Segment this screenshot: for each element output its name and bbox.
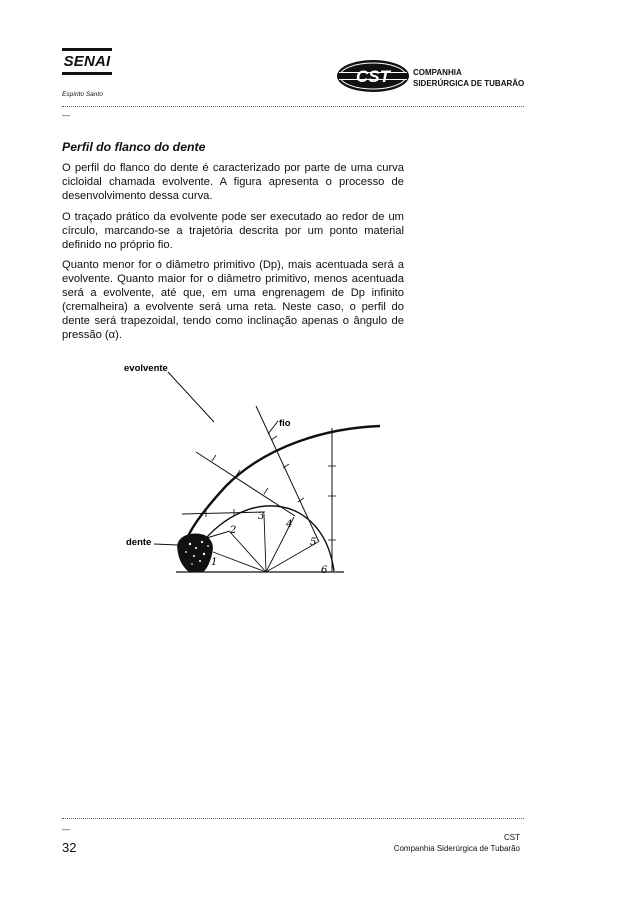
company-name xyxy=(413,67,524,89)
fio-leader xyxy=(268,421,278,434)
paragraph-2: O traçado prático da evolvente pode ser executado ao redor de um círculo, marcando-se a trajetória descrita por um ponto material definido no próprio fio. xyxy=(62,211,404,251)
senai-logo: SENAI xyxy=(63,53,111,70)
header-dash-mark: — xyxy=(62,111,70,120)
dente-leader xyxy=(154,544,178,545)
evolvente-leader xyxy=(168,372,214,422)
involute-figure xyxy=(116,356,462,586)
footer-divider xyxy=(62,818,524,819)
point-number-3: 3 xyxy=(258,511,265,522)
section-heading: Perfil do flanco do dente xyxy=(62,140,206,154)
footer-org-short: CST xyxy=(504,833,520,842)
point-number-6: 6 xyxy=(321,565,328,576)
senai-subtitle: Espírito Santo xyxy=(62,91,103,98)
footer-dash-mark: — xyxy=(62,825,70,834)
cst-logo xyxy=(336,56,410,96)
radial-lines xyxy=(213,514,318,572)
paragraph-1: O perfil do flanco do dente é caracterizado por parte de uma curva cicloidal chamada evolvente. A figura apresenta o processo de desenvolvimento dessa curva. xyxy=(62,162,404,202)
cst-logo-text: CST xyxy=(356,67,390,86)
company-name-line1: COMPANHIA xyxy=(413,68,462,77)
paragraph-3: Quanto menor for o diâmetro primitivo (Dp), mais acentuada será a evolvente. Quanto maior for o diâmetro primitivo, menos acentuada será a evolvente, até que, em uma engrenagem de Dp infinito (cremalheira) a evolvente será uma reta. Neste caso, o perfil do dente será trapezoidal, tendo como inclinação apenas o ângulo de pressão (α). xyxy=(62,259,404,341)
point-number-1: 1 xyxy=(211,557,218,568)
page-number: 32 xyxy=(62,840,77,855)
point-number-4: 4 xyxy=(286,519,293,530)
point-number-5: 5 xyxy=(310,537,317,548)
header-divider xyxy=(62,106,524,107)
label-evolvente: evolvente xyxy=(124,363,168,374)
senai-logo-bottom-bar xyxy=(62,72,112,75)
point-number-2: 2 xyxy=(230,525,237,536)
label-dente: dente xyxy=(126,537,152,548)
footer-org-full: Companhia Siderúrgica de Tubarão xyxy=(393,844,520,853)
label-fio: fio xyxy=(279,418,291,429)
tooth-shape xyxy=(178,534,213,572)
senai-logo-top-bar xyxy=(62,48,112,51)
company-name-line2: SIDERÚRGICA DE TUBARÃO xyxy=(413,79,525,88)
